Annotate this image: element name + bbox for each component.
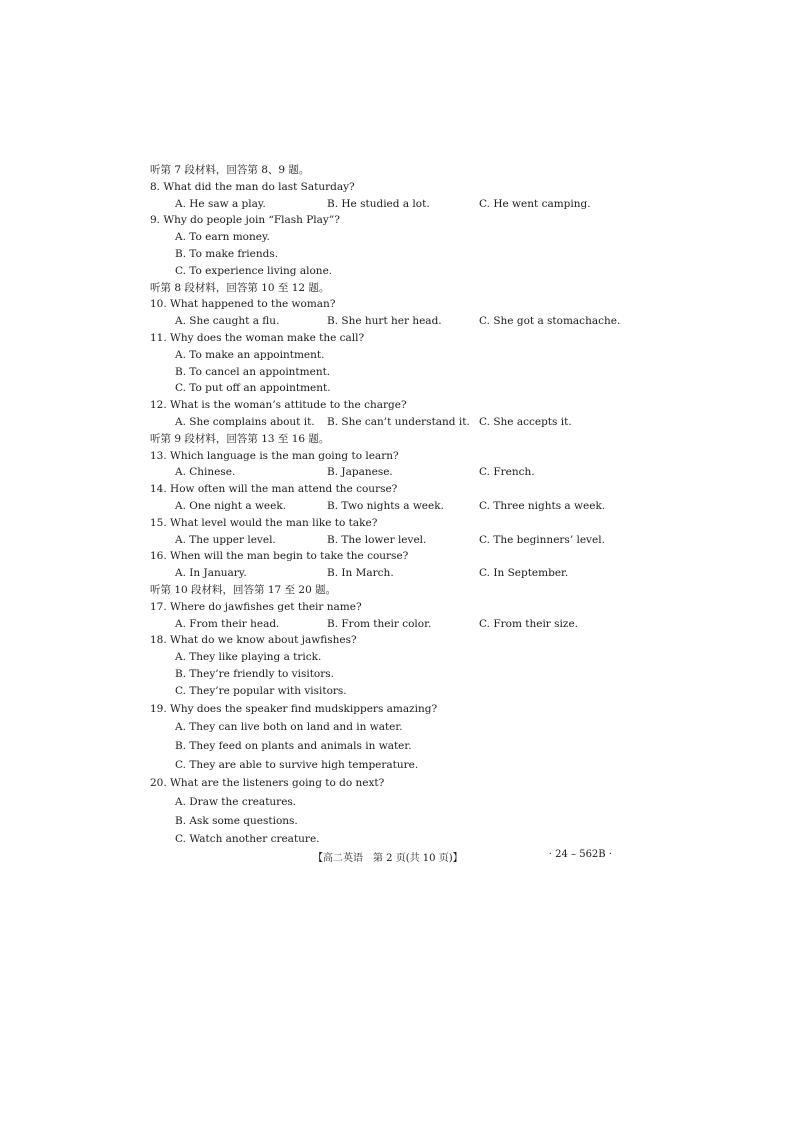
option-b: B. In March. (327, 567, 394, 580)
option-c: C. Three nights a week. (479, 499, 606, 512)
option-b: B. Japanese. (327, 466, 393, 479)
option-a: A. To make an appointment. (175, 348, 325, 361)
option-c: C. They are able to survive high temperature. (175, 758, 419, 771)
option-a: A. They like playing a trick. (175, 651, 322, 664)
option-b: B. Ask some questions. (175, 814, 298, 827)
question-stem: 17. Where do jawfishes get their name? (150, 600, 362, 613)
option-list (150, 649, 620, 699)
option-b: B. He studied a lot. (327, 197, 430, 210)
option-a: A. To earn money. (175, 231, 270, 244)
option-b: B. From their color. (327, 617, 432, 630)
option-a: A. Chinese. (175, 466, 236, 479)
option-a: A. In January. (175, 567, 247, 580)
option-a: A. She complains about it. (175, 415, 315, 428)
option-b: B. The lower level. (327, 533, 427, 546)
question-stem: 19. Why does the speaker find mudskippers amazing? (150, 702, 438, 715)
option-row (150, 498, 620, 515)
option-c: C. French. (479, 466, 535, 479)
option-b: B. They’re friendly to visitors. (175, 667, 335, 680)
section-header: 听第 7 段材料，回答第 8、9 题。 (150, 164, 310, 176)
option-c: C. In September. (479, 567, 569, 580)
option-b: B. She hurt her head. (327, 315, 442, 328)
exam-page-content (150, 162, 620, 849)
option-row (150, 464, 620, 481)
option-row (150, 196, 620, 213)
option-a: A. She caught a flu. (175, 315, 280, 328)
option-b: B. They feed on plants and animals in water. (175, 739, 412, 752)
option-c: C. To experience living alone. (175, 264, 333, 277)
option-c: C. From their size. (479, 617, 578, 630)
option-c: C. They’re popular with visitors. (175, 684, 347, 697)
option-a: A. They can live both on land and in water. (175, 721, 403, 734)
question-stem: 13. Which language is the man going to learn? (150, 449, 399, 462)
question-stem: 12. What is the woman’s attitude to the charge? (150, 399, 407, 412)
option-a: A. The upper level. (175, 533, 276, 546)
question-stem: 14. How often will the man attend the course? (150, 483, 398, 496)
option-row (150, 414, 620, 431)
option-list (150, 229, 620, 279)
option-list (150, 718, 620, 774)
option-b: B. She can’t understand it. (327, 415, 470, 428)
option-c: C. The beginners’ level. (479, 533, 605, 546)
footer-page-info: 【高二英语 第 2 页(共 10 页)】 (313, 853, 463, 864)
option-row (150, 616, 620, 633)
question-stem: 20. What are the listeners going to do next? (150, 777, 385, 790)
question-stem: 8. What did the man do last Saturday? (150, 180, 355, 193)
option-a: A. He saw a play. (175, 197, 266, 210)
option-b: B. To make friends. (175, 247, 279, 260)
question-stem: 10. What happened to the woman? (150, 298, 336, 311)
option-c: C. Watch another creature. (175, 833, 320, 846)
option-row (150, 532, 620, 549)
option-a: A. From their head. (175, 617, 280, 630)
option-row (150, 565, 620, 582)
option-c: C. To put off an appointment. (175, 382, 331, 395)
option-b: B. To cancel an appointment. (175, 365, 331, 378)
option-a: A. Draw the creatures. (175, 795, 297, 808)
question-stem: 15. What level would the man like to take? (150, 516, 378, 529)
option-row (150, 313, 620, 330)
question-stem: 9. Why do people join “Flash Play”? (150, 214, 340, 227)
option-c: C. She accepts it. (479, 415, 572, 428)
question-stem: 16. When will the man begin to take the course? (150, 550, 409, 563)
option-a: A. One night a week. (175, 499, 287, 512)
option-c: C. He went camping. (479, 197, 591, 210)
option-c: C. She got a stomachache. (479, 315, 621, 328)
footer-exam-code: · 24 – 562B · (548, 849, 612, 860)
question-stem: 11. Why does the woman make the call? (150, 331, 365, 344)
question-stem: 18. What do we know about jawfishes? (150, 634, 357, 647)
page-footer (150, 849, 620, 865)
section-header: 听第 8 段材料，回答第 10 至 12 题。 (150, 281, 330, 294)
section-header: 听第 9 段材料，回答第 13 至 16 题。 (150, 432, 330, 445)
option-list (150, 793, 620, 849)
section-header: 听第 10 段材料，回答第 17 至 20 题。 (150, 583, 337, 596)
option-b: B. Two nights a week. (327, 499, 444, 512)
option-list (150, 347, 620, 397)
